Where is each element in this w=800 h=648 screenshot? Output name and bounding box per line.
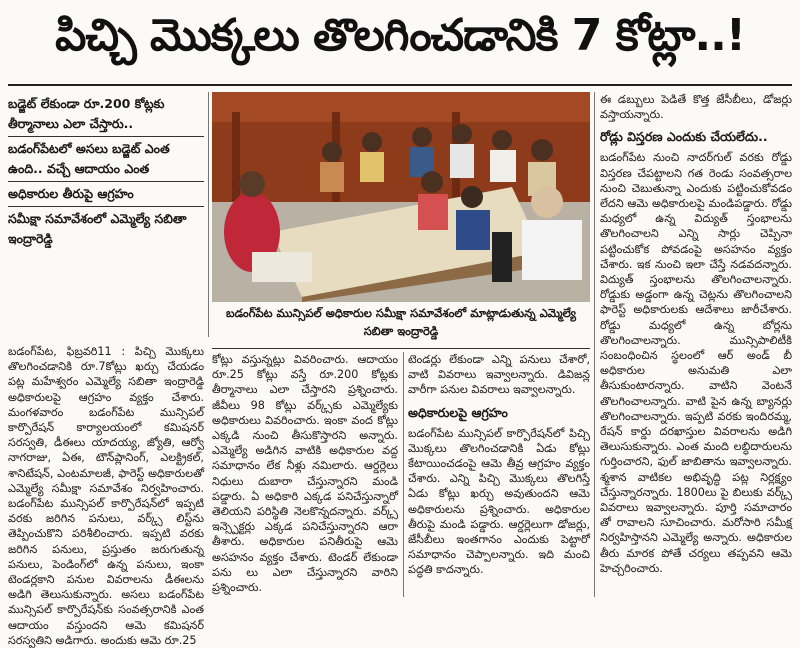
article-text: బడంగ్‌పేట, ఫిబ్రవరి11 : పిచ్చి మొక్కలు తొలగించడానికి రూ.7కోట్లు ఖర్చు చేయడం పట్ల మహేశ్వరం ఎమ్మెల్యే సబితా ఇంద్రారెడ్డి అధికారులపై ఆగ్రహం వ్యక్తం చేశారు. మంగళవారం బడంగ్‌పేట మున్సిపల్ కార్పొరేషన్ కార్యాలయంలో కమిషనర్ సరస్వతి, డీఈలు యాదయ్య, జ్యోతి, ఆర్వో నాగరాజు, ఏఈ, టౌన్‌ప్లానింగ్, ఎలక్ట్రికల్, శానిటేషన్, ఎంటమాలజీ, ఫారెస్ట్ అధికారులతో ఎమ్మెల్యే సమీక్షా సమావేశం నిర్వహించారు. బడంగ్‌పేట మున్సిపల్ కార్పొరేషన్‌లో ఇప్పటి వరకు జరిగిన పనులు, వర్క్స్ లిస్ట్‌ను తెప్పించుకొని పరిశీలించారు. ఇప్పటి వరకు జరిగిన పనులు, ప్రస్తుతం జరుగుతున్న పనులు, పెండింగ్‌లో ఉన్న పనులు, ఇంకా టెండర్లకాని పనుల వివరాలను డీఈలను అడిగి తెలుసుకున్నారు. అసలు బడంగ్‌పేట మున్సిపల్ కార్పొరేషన్‌కు సంవత్సరానికి ఎంత ఆదాయం వస్తుందని ఆమె కమిషనర్ సరస్వతిని అడిగారు. అందుకు ఆమె రూ.25 bbox=[8, 345, 204, 647]
kicker-line-1: బడ్జెట్ లేకుండా రూ.200 కోట్లకు తీర్మానాలు ఎలా చేస్తారు.. bbox=[8, 92, 204, 137]
photo-caption: బడంగ్‌పేట మున్సిపల్ అధికారుల సమీక్షా సమావేశంలో మాట్లాడుతున్న ఎమ్మెల్యే సబితా ఇంద్రారెడ్డి bbox=[212, 304, 590, 349]
subhead: రోడ్లు విస్తరణ ఎందుకు చేయలేదు.. bbox=[600, 129, 768, 145]
article-column-3 bbox=[408, 352, 590, 599]
meeting-photo bbox=[212, 92, 590, 302]
kicker-line-2: బడంగ్‌పేటలో అసలు బడ్జెట్ ఎంత ఉంది.. వచ్చే ఆదాయం ఎంత bbox=[8, 137, 204, 182]
article-text: ఈ డబ్బులు పెడితే కొత్త జేసీబీలు, డోజర్లు వస్తాయన్నారు. bbox=[600, 93, 792, 122]
subhead: అధికారులపై ఆగ్రహం bbox=[408, 404, 508, 420]
article-column-2 bbox=[212, 352, 398, 599]
article-text: బడంగ్‌పేట మున్సిపల్ కార్పొరేషన్‌లో పిచ్చి మొక్కలు తొలగించడానికి ఏడు కోట్లు కేటాయించడంపై ఆమె తీవ్ర ఆగ్రహం వ్యక్తం చేశారు. ఎన్ని పిచ్చి మొక్కలు తొలగిస్తే ఏడు కోట్లు ఖర్చు అవుతుందని ఆమె అధికారులను ప్రశ్నించారు. అధికారుల తీరుపై మండి పడ్డారు. ఆర్డర్లెలుగా డోజర్లు, జేసీబీలు ఇంతగానం ఎందుకు పెట్టారో సమాధానం చెప్పాలన్నారు. ఇది మంచి పద్ధతి కాదన్నారు. bbox=[408, 426, 590, 577]
kicker-line-4: సమీక్షా సమావేశంలో ఎమ్మెల్యే సబితా ఇంద్రారెడ్డి bbox=[8, 211, 187, 246]
column-divider bbox=[403, 352, 404, 597]
headline: పిచ్చి మొక్కలు తొలగించడానికి 7 కోట్లా..! bbox=[55, 10, 745, 61]
article-text: కోట్లు వస్తున్నట్లు వివరించారు. ఆదాయం రూ.25 కోట్లు వస్తే రూ.200 కోట్లకు తీర్మానాలు ఎలా చేస్తారని ప్రశ్నించారు. జీవీలు 98 కోట్లు వర్క్స్‌కు ఎమ్మెల్యేకు అధికారులు వివరించారు. ఇంకా వంద కోట్లు ఎక్కడి నుంచి తీసుకొస్తారని అన్నారు. ఎమ్మెల్యే అడిగిన వాటికి అధికారుల వద్ద సమాధానం లేక నీళ్లు నమిలారు. ఆర్డర్లెలు నిధులు దుబారా చేస్తున్నారని మండి పడ్డారు. ఏ అధికారి ఎక్కడ పనిచేస్తున్నారో తెలియని పరిస్థితి నెలకొన్నదన్నారు. వర్క్స్ ఇన్స్పెక్టర్లు ఎక్కడ పనిచేస్తున్నారని ఆరా తీశారు. అధికారుల పనితీరుపై ఆమె అసహనం వ్యక్తం చేశారు. టెండర్ లేకుండా పను లు ఎలా చేస్తున్నారని వారిని ప్రశ్నించారు. bbox=[212, 353, 398, 595]
article-column-1 bbox=[8, 344, 204, 647]
meeting-photo-illustration bbox=[212, 92, 590, 302]
article-text: బడంగ్‌పేట నుంచి నాదర్‌గుల్ వరకు రోడ్డు విస్తరణ చేపట్టాలని గత రెండు సంవత్సరాల నుంచి చెబుతున్నా ఎందుకు పట్టించుకోవడం లేదని ఆమె అధికారులపై మండిపడ్డారు. రోడ్డు మధ్యలో ఉన్న విద్యుత్ స్తంభాలను తొలగించాలని ఎన్ని సార్లు చెప్పినా పట్టించుకోక పోవడంపై అసహనం వ్యక్తం చేశారు. ఇక నుంచి ఇలా చేస్తే నడవదన్నారు. విద్యుత్ స్తంభాలను తొలగించాలన్నారు. రోడ్డుకు అడ్డంగా ఉన్న చెట్లను తొలగించాలని ఫారెస్ట్ అధికారులకు ఆదేశాలు జారీచేశారు. రోడ్డు మధ్యలో ఉన్న బోర్లను తొలగించాలన్నారు. మున్సిపాలిటీకి సంబంధించిన స్థలంలో ఆర్ అండ్ బీ అధికారుల అనుమతి ఎలా తీసుకుంటారన్నారు. వాటిని వెంటనే తొలగించాలన్నారు. వాటి పైన ఉన్న బ్యానర్లు తొలగించాలన్నారు. ఇప్పటి వరకు ఇందిరమ్మ, రేషన్ కార్డు దరఖాస్తుల వివరాలను అడిగి తెలుసుకున్నారు. ఎంత మంది లబ్ధిదారులను గుర్తించారని, ఫుల్ జాబితాను ఇవ్వాలన్నారు. శ్మశాన వాటికల అభివృద్ధి పట్ల నిర్లక్ష్యం చేస్తున్నారన్నారు. 1800లు పై బిలుకు వర్క్స్ వివరాలు ఇవ్వాలన్నారు. పూర్తి సమాచారం తో రావాలని సూచించారు. మరోసారి సమీక్ష నిర్వహిస్తానని ఎమ్మెల్యే అన్నారు. అధికారుల తీరు మారక పోతే చర్యలు తప్పవని ఆమె హెచ్చరించారు. bbox=[600, 151, 792, 575]
column-divider bbox=[594, 92, 595, 597]
article-text: టెండర్లు లేకుండా ఎన్ని పనులు చేశారో, వాటి వివరాలు ఇవ్వాలన్నారు. డివిజన్ల వారీగా పనుల వివరాలు ఇవ్వాలన్నారు. bbox=[408, 353, 590, 397]
kicker-line-3: అధికారుల తీరుపై ఆగ్రహం bbox=[8, 182, 204, 207]
kicker-box bbox=[8, 92, 204, 251]
headline-rule bbox=[8, 84, 792, 86]
column-divider bbox=[208, 92, 209, 337]
article-column-4 bbox=[600, 92, 792, 599]
